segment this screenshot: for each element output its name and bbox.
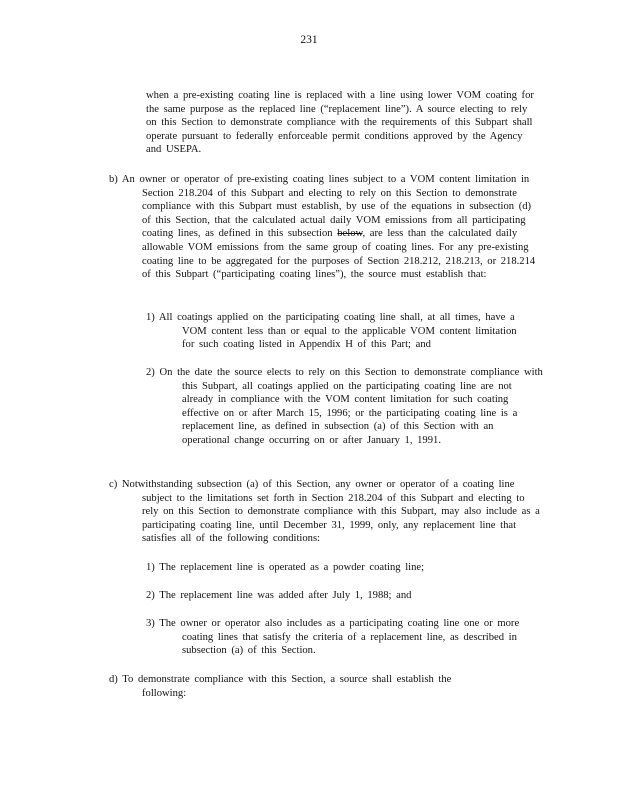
section-c-item-2: 2) The replacement line was added after July 1, 1988; and [146, 590, 412, 601]
page-number: 231 [300, 34, 318, 46]
section-b-item-2: 2) On the date the source elects to rely on this Section to demonstrate compliance with this Subpart, all coatings applied on the participating coating line are not already in compliance with the VOM content limitation for such coating effective on or after March 15, 1996; or the participating coating line is a replacement line, as defined in subsection (a) of this Section with an operational change occurring on or after January 1, 1991. [146, 367, 543, 446]
section-b-text-2: , are less than the calculated daily allowable VOM emissions from the same group of coating lines. For any pre-existing coating line to be aggregated for the purposes of Section 218.212, 218.213, or 218.214 of this Subpart (“participating coating lines”), the source must establish that: [142, 228, 536, 281]
section-b-paragraph [109, 173, 543, 282]
section-b-struck-text: below [337, 228, 363, 240]
section-c-item-3: 3) The owner or operator also includes as a participating coating line one or more coating lines that satisfy the criteria of a replacement line, as described in subsection (a) of this Section. [146, 618, 520, 657]
section-d-paragraph: d) To demonstrate compliance with this Section, a source shall establish the following: [109, 674, 452, 699]
section-b-text-1: b) An owner or operator of pre-existing coating lines subject to a VOM content limitation in Section 218.204 of this Subpart and electing to rely on this Section to demonstrate compliance with this Subpart must establish, by use of the equations in subsection (d) of this Section, that the calculated actual daily VOM emissions from all participating coating lines, as defined in this subsection [109, 174, 532, 240]
intro-paragraph: when a pre-existing coating line is replaced with a line using lower VOM coating for the same purpose as the replaced line (“replacement line”). A source electing to rely on this Section to demonstrate compliance with the requirements of this Subpart shall operate pursuant to federally enforceable permit conditions approved by the Agency and USEPA. [146, 90, 534, 156]
section-c-item-1: 1) The replacement line is operated as a powder coating line; [146, 562, 425, 573]
section-c-paragraph: c) Notwithstanding subsection (a) of this Section, any owner or operator of a coating line subject to the limitations set forth in Section 218.204 of this Subpart and electing to rely on this Section to demonstrate compliance with this Subpart, may also include as a participating coating line, until December 31, 1999, only, any replacement line that satisfies all of the following conditions: [109, 479, 540, 545]
section-b-item-1: 1) All coatings applied on the participating coating line shall, at all times, have a VOM content less than or equal to the applicable VOM content limitation for such coating listed in Appendix H of this Part; and [146, 312, 517, 351]
